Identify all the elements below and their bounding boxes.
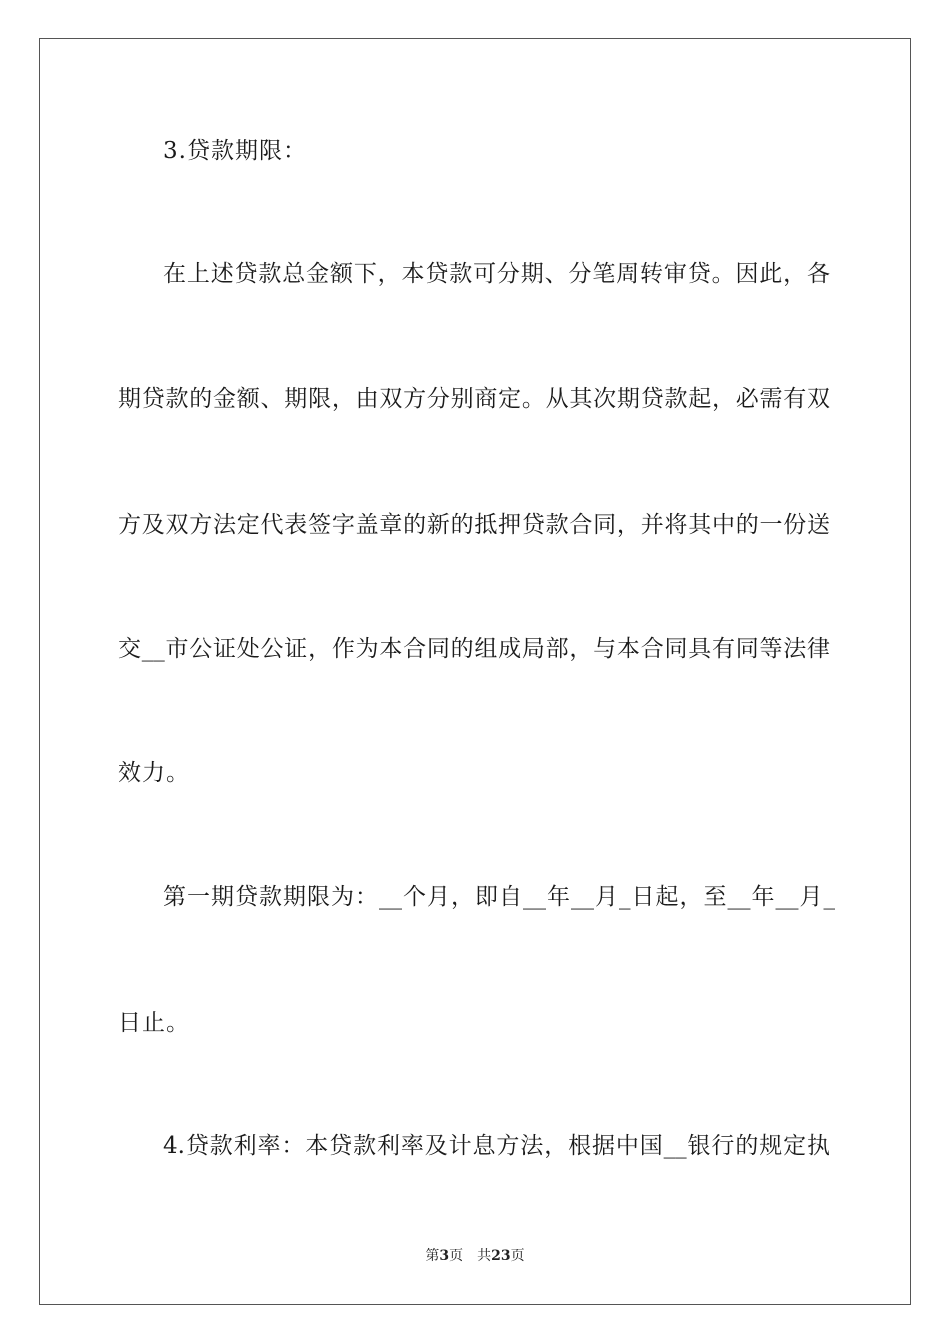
paragraph-line: 第一期贷款期限为：__个月，即自__年__月_日起，至__年__月_ [163,884,835,910]
footer-total-pages: 23 [491,1248,511,1264]
footer-page-mid: 页 共 [449,1248,492,1264]
paragraph-line: 方及双方法定代表签字盖章的新的抵押贷款合同，并将其中的一份送 [118,512,830,538]
section-heading-loan-term: 3.贷款期限： [163,138,307,164]
footer-current-page: 3 [439,1248,450,1264]
footer-page-prefix: 第 [425,1248,440,1264]
page-frame [39,38,911,1305]
paragraph-line: 效力。 [118,760,190,786]
paragraph-line: 期贷款的金额、期限，由双方分别商定。从其次期贷款起，必需有双 [118,386,830,412]
section-heading-interest-rate: 4.贷款利率：本贷款利率及计息方法，根据中国__银行的规定执 [163,1133,830,1159]
page-footer [0,1247,950,1265]
paragraph-line: 交__市公证处公证，作为本合同的组成局部，与本合同具有同等法律 [118,636,830,662]
paragraph-line: 在上述贷款总金额下，本贷款可分期、分笔周转审贷。因此，各 [163,261,830,287]
paragraph-line: 日止。 [118,1010,190,1036]
footer-page-suffix: 页 [510,1248,525,1264]
